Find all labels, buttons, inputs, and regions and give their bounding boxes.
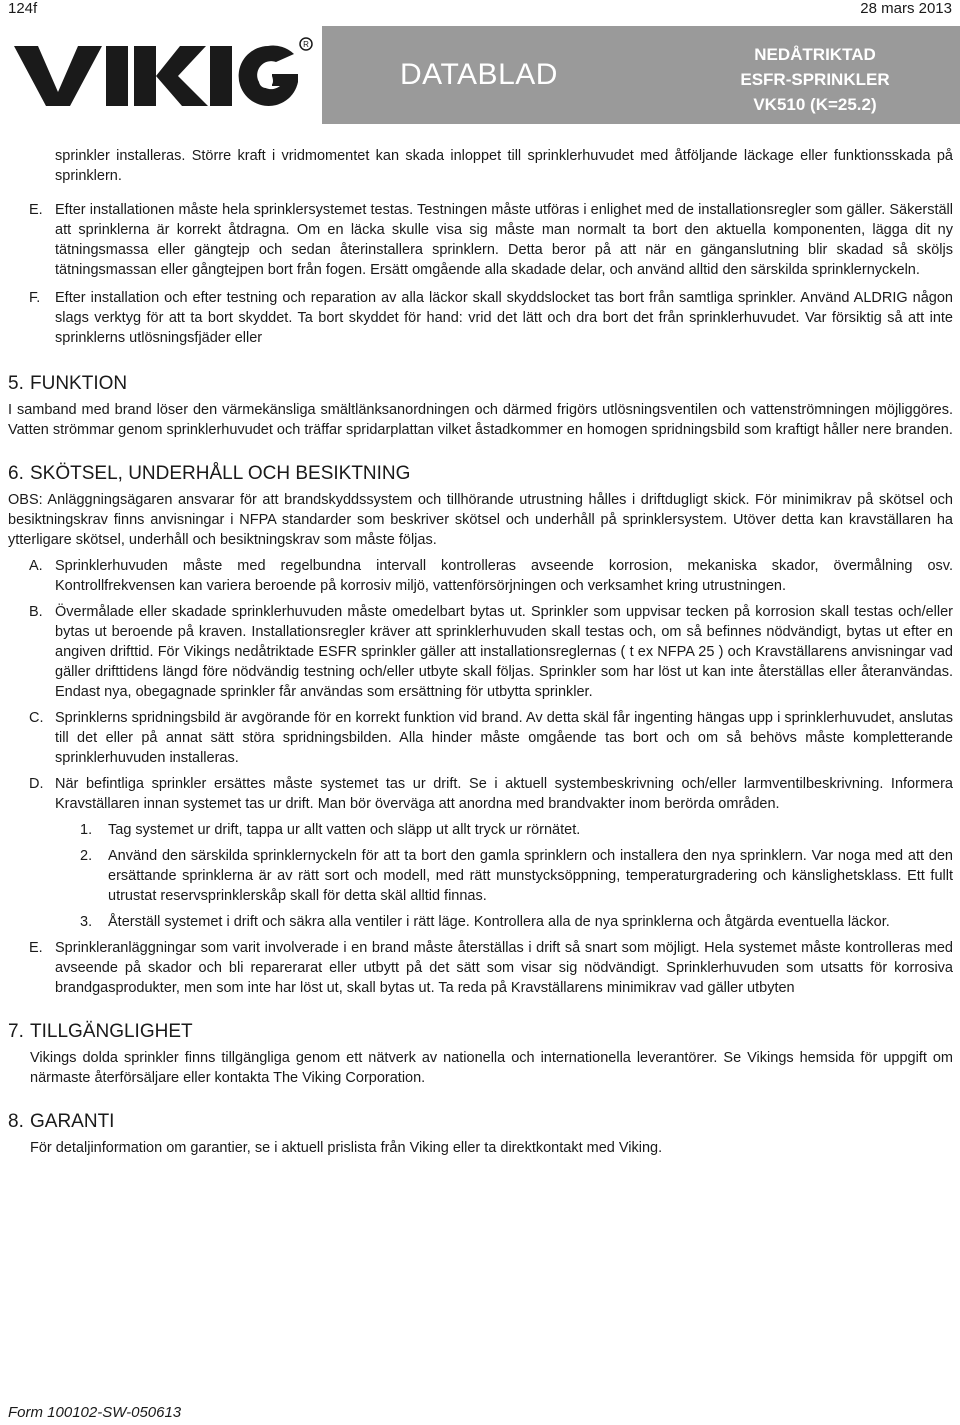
title-line-2: ESFR-SPRINKLER bbox=[740, 70, 890, 89]
viking-logo bbox=[0, 26, 322, 124]
item-text: Sprinklerns spridningsbild är avgörande för en korrekt funktion vid brand. Av detta skäl får ingenting hängas upp i sprinklerhuvudet, anslutas till det eller på annat sätt störa spridningsbilden. Alla hinder måste omgående tas bort och om så behövs måste kompletterande sprinklerhuvuden installeras. bbox=[55, 710, 953, 766]
doc-date: 28 mars 2013 bbox=[860, 0, 952, 17]
header-bar bbox=[0, 26, 960, 124]
step-marker: 1. bbox=[80, 822, 93, 838]
item-b bbox=[8, 602, 953, 702]
item-marker: B. bbox=[29, 604, 43, 620]
section-5-heading: 5. FUNKTION bbox=[8, 373, 128, 394]
top-line bbox=[0, 0, 960, 24]
doc-number: 124f bbox=[8, 0, 38, 17]
item-d bbox=[8, 774, 953, 814]
step-2 bbox=[8, 846, 953, 906]
section-7-text: Vikings dolda sprinkler finns tillgängliga genom ett nätverk av nationella och internationella leverantörer. Se Vikings hemsida för uppgift om närmaste återförsäljare eller kontakta The Viking Corporation. bbox=[30, 1050, 953, 1086]
datablad-label: DATABLAD bbox=[400, 58, 558, 91]
viking-logo-icon bbox=[14, 36, 314, 112]
item-marker: C. bbox=[29, 710, 44, 726]
product-title bbox=[690, 42, 940, 117]
item-a bbox=[8, 556, 953, 596]
item-text: När befintliga sprinkler ersättes måste systemet tas ur drift. Se i aktuell systembeskrivning och/eller larmventilbeskrivning. Informera Kravställaren innan systemet tas ur drift. Man bör överväga att anordna med brandvakter inom berörda områden. bbox=[55, 776, 953, 812]
title-line-3: VK510 (K=25.2) bbox=[753, 95, 877, 114]
section-8-text: För detaljinformation om garantier, se i aktuell prislista från Viking eller ta direktkontakt med Viking. bbox=[30, 1140, 663, 1156]
title-line-1: NEDÅTRIKTAD bbox=[754, 45, 876, 64]
item-e2 bbox=[8, 938, 953, 998]
item-marker: E. bbox=[29, 940, 43, 956]
continued-paragraph: sprinkler installeras. Större kraft i vridmomentet kan skada inloppet till sprinklerhuvudet med åtföljande läckage eller funktionsskada på sprinklern. bbox=[55, 148, 953, 184]
item-text: Sprinklerhuvuden måste med regelbundna intervall kontrolleras avseende korrosion, mekaniska skador, övermålning osv. Kontrollfrekvensen kan variera beroende på korrosiv miljö, vattenförsörjningen och verksamhet kring utrustningen. bbox=[55, 558, 953, 594]
item-marker: A. bbox=[29, 558, 43, 574]
item-c bbox=[8, 708, 953, 768]
item-f bbox=[8, 288, 953, 348]
item-text: Övermålade eller skadade sprinklerhuvuden måste omedelbart bytas ut. Sprinkler som uppvisar tecken på korrosion skall testas och/eller bytas ut beroende på kraven. Installationsregler kräver att sprinklerhuvuden skall testas och, om så befinnes nödvändigt, bytas ut efter en angiven drifttid. För Vikings nedåtriktade ESFR sprinkler gäller att installationsreglernas ( t ex NFPA 25 ) och Kravställarens anvisningar vad gäller drifttidens längd före nödvändig testning och/eller utbyte skall följas. Sprinkler som har löst ut kan inte återställas eller återanvändas. Endast nya, obegagnade sprinkler får användas som ersättning för utbytta sprinkler. bbox=[55, 604, 953, 700]
section-5-text: I samband med brand löser den värmekänsliga smältlänksanordningen och därmed frigörs utlösningsventilen och vattenströmningen möjliggöres. Vatten strömmar genom sprinklerhuvudet och träffar spridarplattan vilket åstadkommer en homogen spridningsbild som kraftigt håller nere branden. bbox=[8, 402, 953, 438]
section-6-heading: 6. SKÖTSEL, UNDERHÅLL OCH BESIKTNING bbox=[8, 463, 411, 484]
section-8-heading: 8. GARANTI bbox=[8, 1111, 115, 1132]
item-marker: D. bbox=[29, 776, 44, 792]
document-body bbox=[8, 146, 953, 1158]
svg-text:R: R bbox=[303, 40, 309, 49]
form-number: Form 100102-SW-050613 bbox=[8, 1404, 182, 1421]
item-text: Sprinkleranläggningar som varit involverade i en brand måste återställas i drift så snart som möjligt. Hela systemet måste kontrolleras med avseende på skador och bli reparerarat eller utbytt på det sätt som visar sig nödvändigt. Sprinklerhuvuden som utsatts för korrosiva brandgasprodukter, men som inte har löst ut, skall bytas ut. Ta reda på Kravställarens minimikrav vad gäller utbyten bbox=[55, 940, 953, 996]
item-text: Efter installation och efter testning och reparation av alla läckor skall skyddslocket tas bort från samtliga sprinkler. Använd ALDRIG någon slags verktyg för att ta bort skyddet. Ta bort skyddet för hand: vrid det lätt och dra bort det från sprinklerhuvudet. Var försiktig så att inte sprinklerns utlösningsfjäder eller bbox=[55, 290, 953, 346]
item-e bbox=[8, 200, 953, 280]
step-text: Använd den särskilda sprinklernyckeln för att ta bort den gamla sprinklern och installera den nya sprinklern. Var noga med att den ersättande sprinklerna är av rätt sort och modell, med rätt munstycksöppning, temperaturgradering och känslighetsklass. Ett fullt utrustat reservsprinklerskåp skall för detta skäl alltid finnas. bbox=[108, 848, 953, 904]
item-text: Efter installationen måste hela sprinklersystemet testas. Testningen måste utföras i enlighet med de installationsregler som gäller. Säkerställ att sprinklerna är korrekt åtdragna. Om en läcka skulle visa sig måste man normalt ta bort den aktuella komponenten, lägga dit ny tätningsmassa eller gängtejp och sedan återinstallera sprinklern. Detta beror på att när en gänganslutning blir skadad så sköljs tätningsmassan eller gångtejpen bort från fogen. Ersätt omgående alla skadade delar, och använd alltid den särskilda sprinklernyckeln. bbox=[55, 202, 953, 278]
step-marker: 3. bbox=[80, 914, 93, 930]
step-text: Tag systemet ur drift, tappa ur allt vatten och släpp ut allt tryck ur rörnätet. bbox=[108, 822, 581, 838]
item-marker: F. bbox=[29, 290, 41, 306]
section-6-obs: OBS: Anläggningsägaren ansvarar för att brandskyddssystem och tillhörande utrustning hålles i driftdugligt skick. För minimikrav på skötsel och besiktningskrav finns anvisningar i NFPA standarder som beskriver skötsel och underhåll på sprinklersystem. Utöver detta kan kravställaren ha ytterligare skötsel, underhåll och besiktningskrav som måste följas. bbox=[8, 492, 953, 548]
step-1 bbox=[8, 820, 953, 840]
step-marker: 2. bbox=[80, 848, 93, 864]
item-marker: E. bbox=[29, 202, 43, 218]
step-3 bbox=[8, 912, 953, 932]
section-7-heading: 7. TILLGÄNGLIGHET bbox=[8, 1021, 193, 1042]
step-text: Återställ systemet i drift och säkra alla ventiler i rätt läge. Kontrollera alla de nya sprinklerna och åtgärda eventuella läckor. bbox=[108, 914, 890, 930]
